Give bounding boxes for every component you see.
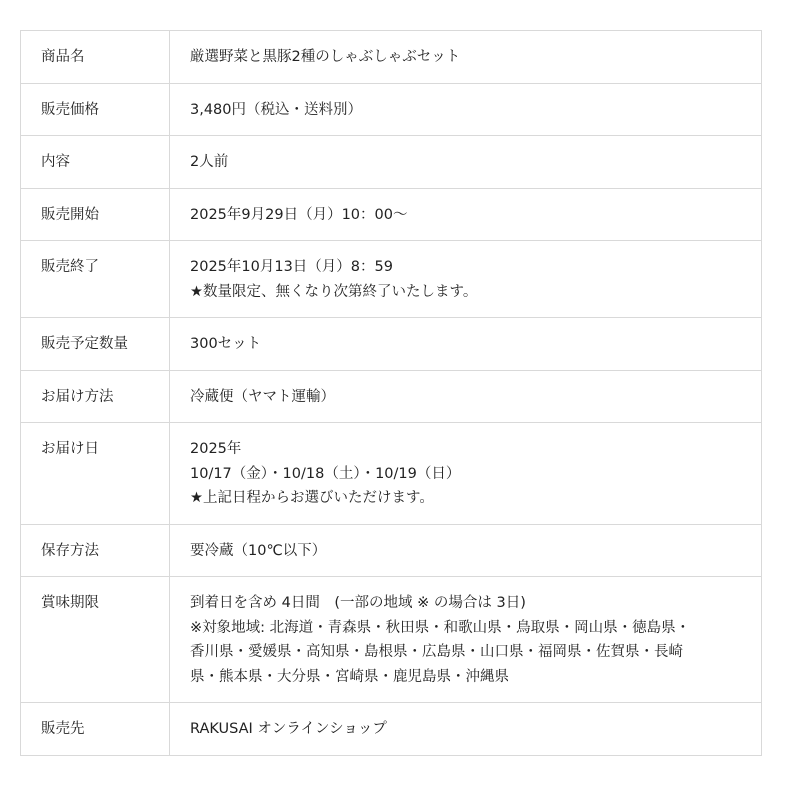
table-row: [21, 31, 762, 84]
value-line: 300セット: [190, 336, 262, 352]
row-label-delivery-method: お届け方法: [21, 370, 170, 423]
value-line: 冷蔵便（ヤマト運輸）: [190, 388, 335, 405]
row-value-product-name: [170, 31, 762, 84]
table-row: [21, 188, 762, 241]
row-label-delivery-date: お届け日: [21, 423, 170, 525]
row-label-planned-quantity: 販売予定数量: [21, 318, 170, 371]
value-line: RAKUSAI オンラインショップ: [190, 721, 387, 737]
value-line: 2025年: [190, 441, 242, 457]
value-line: 2人前: [190, 154, 229, 170]
value-line: 要冷蔵（10℃以下）: [190, 542, 327, 559]
row-value-seller: [170, 703, 762, 756]
value-line: 2025年10月13日（月）8：59: [190, 259, 393, 275]
row-label-price: 販売価格: [21, 83, 170, 136]
table-row: [21, 136, 762, 189]
table-row: [21, 83, 762, 136]
row-value-sale-start: [170, 188, 762, 241]
table-row: [21, 241, 762, 318]
row-value-planned-quantity: [170, 318, 762, 371]
row-value-best-before: [170, 577, 762, 703]
value-line: 到着日を含め 4日間 (一部の地域 ※ の場合は 3日): [190, 595, 526, 611]
table-row: [21, 318, 762, 371]
row-label-product-name: 商品名: [21, 31, 170, 84]
value-line: ※対象地域: 北海道・青森県・秋田県・和歌山県・鳥取県・岡山県・徳島県・: [190, 619, 691, 636]
value-line: 2025年9月29日（月）10：00〜: [190, 206, 408, 223]
table-row: [21, 370, 762, 423]
table-row: [21, 524, 762, 577]
row-label-seller: 販売先: [21, 703, 170, 756]
value-line: 10/17（金）・10/18（土）・10/19（日）: [190, 465, 461, 482]
value-line: 県・熊本県・大分県・宮崎県・鹿児島県・沖縄県: [190, 668, 509, 685]
row-value-storage: [170, 524, 762, 577]
row-value-sale-end: [170, 241, 762, 318]
row-label-sale-start: 販売開始: [21, 188, 170, 241]
table-row: [21, 423, 762, 525]
table-row: [21, 703, 762, 756]
value-line: 香川県・愛媛県・高知県・島根県・広島県・山口県・福岡県・佐賀県・長崎: [190, 644, 683, 660]
table-row: [21, 577, 762, 703]
value-line: ★上記日程からお選びいただけます。: [190, 490, 434, 506]
value-line: 厳選野菜と黒豚2種のしゃぶしゃぶセット: [190, 49, 461, 65]
value-line: ★数量限定、無くなり次第終了いたします。: [190, 283, 478, 300]
row-value-delivery-date: [170, 423, 762, 525]
row-label-contents: 内容: [21, 136, 170, 189]
row-label-storage: 保存方法: [21, 524, 170, 577]
row-value-price: [170, 83, 762, 136]
value-line: 3,480円（税込・送料別）: [190, 101, 363, 118]
row-label-sale-end: 販売終了: [21, 241, 170, 318]
row-label-best-before: 賞味期限: [21, 577, 170, 703]
row-value-contents: [170, 136, 762, 189]
product-spec-table: [20, 30, 762, 756]
row-value-delivery-method: [170, 370, 762, 423]
